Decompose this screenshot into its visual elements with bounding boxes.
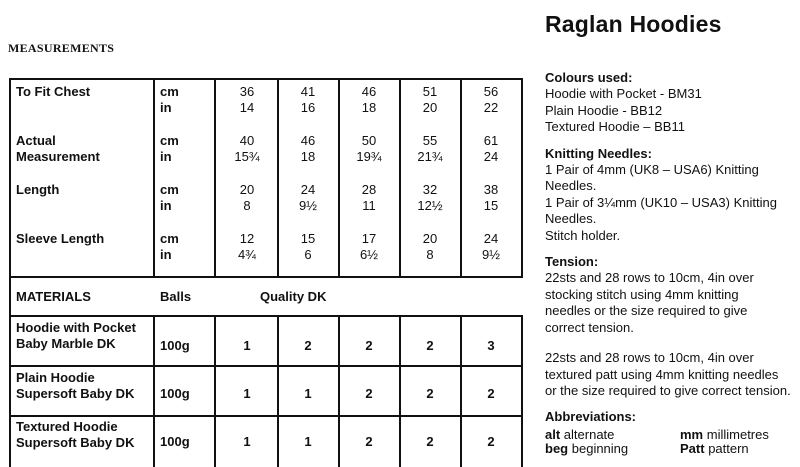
measurement-value: 17 xyxy=(361,231,377,246)
ball-count: 2 xyxy=(365,434,373,449)
quality-label: Quality DK xyxy=(260,289,327,304)
ball-count: 1 xyxy=(243,338,251,353)
measurement-value: 41 xyxy=(300,84,316,99)
unit-label: in xyxy=(160,247,172,262)
measurement-value: 51 xyxy=(422,84,438,99)
unit-label: in xyxy=(160,198,172,213)
abbr-value: beginning xyxy=(571,440,629,456)
col-divider xyxy=(338,316,340,467)
needles-line: Needles. xyxy=(545,211,597,227)
measurement-value: 11 xyxy=(362,198,376,213)
abbreviations-section xyxy=(545,409,800,455)
measurement-value: 36 xyxy=(239,84,255,99)
measurement-value: 6½ xyxy=(359,247,379,262)
measurement-value: 8 xyxy=(243,198,251,213)
material-label: Hoodie with Pocket xyxy=(16,320,136,335)
abbr-key: mm xyxy=(680,426,704,442)
measurement-value: 9½ xyxy=(298,198,318,213)
measurement-value: 21¾ xyxy=(417,149,443,164)
col-divider xyxy=(214,316,216,467)
measurement-value: 20 xyxy=(239,182,255,197)
ball-count: 1 xyxy=(243,386,251,401)
ball-count: 1 xyxy=(304,386,312,401)
material-label: Supersoft Baby DK xyxy=(16,435,135,450)
material-weight: 100g xyxy=(160,434,190,449)
measurement-value: 20 xyxy=(422,100,438,115)
measurements-table xyxy=(9,78,523,467)
needles-line: Needles. xyxy=(545,178,597,194)
abbr-key: Patt xyxy=(680,440,705,456)
ball-count: 3 xyxy=(487,338,495,353)
needles-line: Stitch holder. xyxy=(545,227,621,243)
row-label-actual: Measurement xyxy=(16,149,100,164)
measurement-value: 18 xyxy=(361,100,377,115)
row-label-length: Length xyxy=(16,182,60,197)
tension-line: 22sts and 28 rows to 10cm, 4in over xyxy=(545,270,754,286)
unit-label: cm xyxy=(160,231,179,246)
unit-label: in xyxy=(160,100,172,115)
measurement-value: 55 xyxy=(422,133,438,148)
measurement-value: 38 xyxy=(483,182,499,197)
balls-label: Balls xyxy=(160,289,192,304)
colour-line: Textured Hoodie – BB11 xyxy=(545,119,685,135)
tension-line: correct tension. xyxy=(545,319,634,335)
measurement-value: 24 xyxy=(483,231,499,246)
needles-line: 1 Pair of 4mm (UK8 – USA6) Knitting xyxy=(545,162,759,178)
unit-label: cm xyxy=(160,84,179,99)
material-weight: 100g xyxy=(160,386,190,401)
row-label-chest: To Fit Chest xyxy=(16,84,91,99)
needles-line: 1 Pair of 3¼mm (UK10 – USA3) Knitting xyxy=(545,194,777,210)
measurement-value: 15 xyxy=(300,231,316,246)
row-divider xyxy=(9,415,523,417)
col-divider xyxy=(277,316,279,467)
abbreviations-heading: Abbreviations: xyxy=(545,409,637,425)
measurement-value: 20 xyxy=(422,231,438,246)
measurement-value: 46 xyxy=(361,84,377,99)
row-label-actual: Actual xyxy=(16,133,56,148)
row-divider xyxy=(9,315,523,317)
pattern-info xyxy=(545,70,800,466)
measurement-value: 22 xyxy=(483,100,499,115)
material-label: Plain Hoodie xyxy=(16,370,95,385)
unit-label: cm xyxy=(160,182,179,197)
row-divider xyxy=(9,276,523,278)
tension-heading: Tension: xyxy=(545,254,599,270)
ball-count: 2 xyxy=(365,386,373,401)
measurement-value: 12 xyxy=(239,231,255,246)
measurement-value: 50 xyxy=(361,133,377,148)
measurement-value: 61 xyxy=(483,133,499,148)
col-divider xyxy=(399,78,401,278)
unit-label: in xyxy=(160,149,172,164)
ball-count: 2 xyxy=(426,386,434,401)
tension-line: 22sts and 28 rows to 10cm, 4in over xyxy=(545,350,754,366)
col-divider xyxy=(399,316,401,467)
row-divider xyxy=(9,365,523,367)
ball-count: 1 xyxy=(304,434,312,449)
measurement-value: 12½ xyxy=(417,198,443,213)
measurement-value: 6 xyxy=(304,247,312,262)
col-divider xyxy=(277,78,279,278)
measurement-value: 15 xyxy=(483,198,499,213)
ball-count: 2 xyxy=(365,338,373,353)
materials-heading: MATERIALS xyxy=(16,289,91,304)
material-label: Textured Hoodie xyxy=(16,419,118,434)
ball-count: 2 xyxy=(487,386,495,401)
material-label: Supersoft Baby DK xyxy=(16,386,135,401)
measurement-value: 24 xyxy=(483,149,499,164)
tension-line: needles or the size required to give xyxy=(545,303,748,319)
ball-count: 1 xyxy=(243,434,251,449)
measurement-value: 8 xyxy=(426,247,434,262)
tension-section xyxy=(545,254,800,399)
colour-line: Plain Hoodie - BB12 xyxy=(545,102,663,118)
measurement-value: 32 xyxy=(422,182,438,197)
measurement-value: 9½ xyxy=(481,247,501,262)
col-divider xyxy=(460,78,462,278)
measurement-value: 46 xyxy=(300,133,316,148)
abbr-key: beg xyxy=(545,440,569,456)
ball-count: 2 xyxy=(304,338,312,353)
page-title: Raglan Hoodies xyxy=(545,11,722,37)
colours-section xyxy=(545,70,800,136)
needles-section xyxy=(545,146,800,244)
measurement-value: 24 xyxy=(300,182,316,197)
needles-heading: Knitting Needles: xyxy=(545,145,652,161)
col-divider xyxy=(460,316,462,467)
table-border-right xyxy=(521,316,523,467)
tension-line: stocking stitch using 4mm knitting xyxy=(545,286,739,302)
material-weight: 100g xyxy=(160,338,190,353)
tension-line: textured patt using 4mm knitting needles xyxy=(545,366,779,382)
abbr-key: alt xyxy=(545,426,561,442)
colour-line: Hoodie with Pocket - BM31 xyxy=(545,86,702,102)
ball-count: 2 xyxy=(487,434,495,449)
measurement-value: 28 xyxy=(361,182,377,197)
ball-count: 2 xyxy=(426,434,434,449)
measurement-value: 14 xyxy=(239,100,255,115)
measurement-value: 4¾ xyxy=(237,247,257,262)
abbr-value: alternate xyxy=(563,426,615,442)
table-border-top xyxy=(9,78,523,80)
row-label-sleeve: Sleeve Length xyxy=(16,231,105,246)
col-divider xyxy=(338,78,340,278)
measurement-value: 15¾ xyxy=(234,149,260,164)
abbreviations-list xyxy=(545,428,800,456)
colours-heading: Colours used: xyxy=(545,70,633,85)
measurement-value: 19¾ xyxy=(356,149,382,164)
col-divider xyxy=(153,78,155,278)
material-label: Baby Marble DK xyxy=(16,336,116,351)
measurement-value: 56 xyxy=(483,84,499,99)
col-divider xyxy=(214,78,216,278)
col-divider xyxy=(153,316,155,467)
ball-count: 2 xyxy=(426,338,434,353)
unit-label: cm xyxy=(160,133,179,148)
abbr-value: millimetres xyxy=(706,426,769,442)
tension-line: or the size required to give correct tension. xyxy=(545,382,791,398)
measurement-value: 18 xyxy=(300,149,316,164)
section-heading: MEASUREMENTS xyxy=(8,41,115,55)
measurement-value: 40 xyxy=(239,133,255,148)
measurement-value: 16 xyxy=(300,100,316,115)
table-border-right xyxy=(521,78,523,278)
abbr-value: pattern xyxy=(708,440,749,456)
table-border-left xyxy=(9,78,11,467)
